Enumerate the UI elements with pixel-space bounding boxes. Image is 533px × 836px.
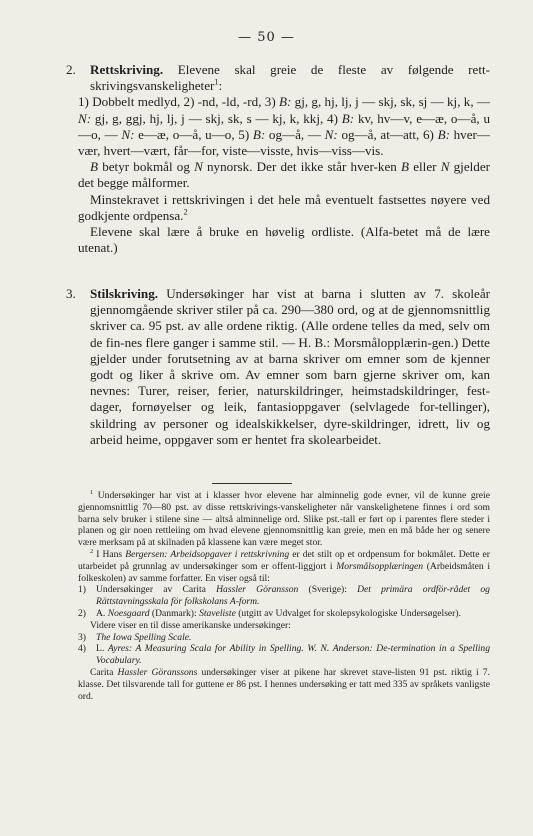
- footnote-american-intro: Videre viser en til disse amerikanske undersøkinger:: [90, 619, 291, 631]
- sec2-para-ordliste: Elevene skal lære å bruke en høvelig ordliste. (Alfa-betet må de lære utenat.): [78, 224, 490, 256]
- sec2-list: 1) Dobbelt medlyd, 2) -nd, -ld, -rd, 3) B: gj, g, hj, lj, j — skj, sk, sj — kj, k, — N: gj, g, ggj, hj, lj, j — skj, sk, s — kj, k, kkj, 4) B: kv, hv—v, e—æ, o—å, u—o, — N: e—æ, o—å, u—o, 5) B: og—å, — N: og—å, at—att, 6) B: hver—vær, hvert—vært, får—for, viste—visste, hvis—viss—vis.: [78, 94, 491, 159]
- sec2-intro: 2. Rettskriving. Elevene skal greie de fleste av følgende rett-skrivingsvanskeligheter$^1$:: [66, 62, 490, 94]
- footnote-ref-1: 1: [214, 76, 219, 87]
- section-rettskriving: [66, 62, 491, 256]
- sec3-text: 3. Stilskriving. Undersøkinger har vist at barna i slutten av 7. skoleår gjennomgående skriver stiler på ca. 290—380 ord, og at de gjennomsnittlig skriver ca. 95 pst. av alle ordene riktig. (Alle ordene telles da med, selv om de fin-nes flere ganger i samme stil. — H. B.: Morsmålopplærin-gen.) Dette gjelder under forutsetning av at barna skriver om emner som de kjenner godt og liker å skrive om. Av emner som barn gjerne skriver om, kan nevnes: Turer, reiser, ferier, naturskildringer, heimstadskildringer, fest-dager, fornøyelser og leik, fantasioppgaver (selvlagede for-tellinger), skildring av personer og idealskikkelser, dyre-skildringer, idrett, liv og arbeid heime, oppgaver som er hentet fra skolearbeidet.: [66, 286, 490, 447]
- sec2-para-bokmal: B betyr bokmål og N nynorsk. Der det ikke står hver-ken B eller N gjelder det begge målformer.: [78, 159, 490, 191]
- reference-2: 2) A. Noesgaard (Danmark): Staveliste (utgitt av Udvalget for skolepsykologiske Undersøgelser).: [78, 607, 461, 619]
- reference-1: 1) Undersøkinger av Carita Hassler Göransson (Sverige): Det primära ordför-rådet og Rättstavningsskala för folkskolans A-form.: [78, 584, 490, 608]
- footnotes: [78, 490, 490, 702]
- sec2-number: 2.: [66, 62, 76, 77]
- reference-3: 3) The Iowa Spelling Scale.: [78, 631, 192, 643]
- reference-4: 4) L. Ayres: A Measuring Scala for Ability in Spelling. W. N. Anderson: De-termination in a Spelling Vocabulary.: [78, 643, 490, 667]
- footnote-1: $^1$ Undersøkinger har vist at i klasser hvor elevene har alminnelig gode evner, vil de kunne greie gjennomsnittlig 70—80 pst. av disse rettskrivings-vanskeligheter når vanskelighetene finnes i ord som barna selv bruker i stilene sine — altså alminnelige ord. Slike pst.-tall er ført op i parentes flere steder i planen og gir noen rettleiing om hvad elevene gjennomsnittlig kan greie, men en må både her og senere være merksam på at skilnaden på klassene kan være meget stor.: [78, 488, 490, 549]
- sec3-number: 3.: [66, 286, 76, 301]
- section-stilskriving: [66, 286, 490, 448]
- sec2-para-minstekrav: Minstekravet i rettskrivingen i det hele må eventuelt fastsettes nøyere ved godkjente ordpensa.$^2$: [78, 191, 490, 223]
- sec2-heading: Rettskriving.: [90, 62, 164, 77]
- footnote-last: Carita Hassler Göranssons undersøkinger viser at pikene har skrevet stave-listen 91 pst. riktig i 7. klasse. Det tilsvarende tall for guttene er 86 pst. I hennes undersøking er tatt med 335 av språkets vanligste ord.: [78, 666, 490, 702]
- footnote-ref-2: 2: [183, 206, 188, 217]
- page-number: — 50 —: [238, 30, 295, 45]
- footnote-2: $^2$ I Hans Bergersen: Arbeidsopgaver i rettskrivning er det stilt op et ordpensum for bokmålet. Dette er utarbeidet på grunnlag av undersøkinger som er offent-liggjort i Morsmålsopplæringen (Arbeidsmåten i folkeskolen) av samme forfatter. En viser også til:: [78, 547, 490, 584]
- footnote-divider: [212, 483, 292, 484]
- sec3-heading: Stilskriving.: [90, 286, 159, 301]
